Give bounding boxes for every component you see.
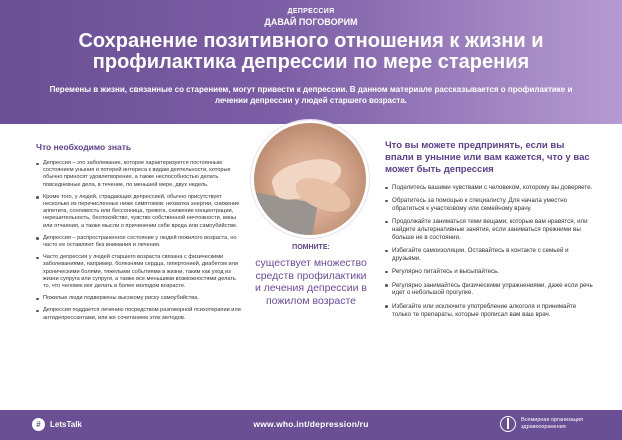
list-item: Обратитесь за помощью к специалисту. Для начала уместно обратиться к участковому или семейному врачу.: [385, 197, 595, 213]
list-item: Депрессия – это заболевание, которое характеризуется постоянным состоянием уныния и потерей интереса к видам деятельности, которые обычно приносят удовлетворение, а также неспособностью делать повседневные дела, в течение, по меньшей мере, двух недель.: [36, 160, 244, 189]
remember-label: ПОМНИТЕ:: [292, 244, 330, 251]
hashtag-text: LetsTalk: [50, 420, 82, 429]
list-item: Пожилые люди подвержены высокому риску самоубийства.: [36, 295, 244, 302]
list-item: Продолжайте заниматься теми вещами, которые вам нравятся, или найдите альтернативные занятия, если заниматься прежними вы больше не в состоянии.: [385, 218, 595, 241]
hashtag-icon: #: [32, 418, 45, 431]
who-name: [521, 417, 583, 431]
right-heading: Что вы можете предпринять, если вы впали в уныние или вам кажется, что у вас может быть депрессия: [385, 140, 590, 175]
who-logo: [500, 416, 583, 432]
list-item: Депрессия – распространенное состояние у людей пожилого возраста, но часто ее оставляют без внимания и лечения.: [36, 235, 244, 249]
left-list: [36, 160, 244, 322]
left-heading: Что необходимо знать: [36, 142, 132, 152]
remember-text: существует множество средств профилактики и лечения депрессии в пожилом возрасте: [254, 257, 368, 307]
list-item: Депрессия поддается лечению посредством разговорной психотерапии или антидепрессантами, или же сочетанием этих методов.: [36, 307, 244, 321]
list-item: Регулярно занимайтесь физическими упражнениями, даже если речь идет о небольшой прогулке.: [385, 282, 595, 298]
list-item: Регулярно питайтесь и высыпайтесь.: [385, 268, 595, 276]
list-item: Поделитесь вашими чувствами с человеком, которому вы доверяете.: [385, 184, 595, 192]
header-banner: [0, 0, 622, 124]
page-subtitle: Перемены в жизни, связанные со старением, могут привести к депрессии. В данном материале рассказывается о профилактике и лечении депрессии у людей старшего возраста.: [49, 85, 573, 105]
list-item: Избегайте или исключите употребление алкоголя и принимайте только те препараты, которые прописал вам ваш врач.: [385, 303, 595, 319]
footer-bar: [0, 410, 622, 440]
list-item: Кроме того, у людей, страдающих депрессией, обычно присутствует несколько из перечисленных ниже симптомов: нехватка энергии, снижение аппетита, сонливость или бессонница, тревога, снижение концентрации, нерешительность, беспокойство, чувство собственной ничтожности, вины или отчаяния, а также мысли о причинении себе вреда или самоубийстве.: [36, 194, 244, 230]
website-link[interactable]: www.who.int/depression/ru: [253, 419, 369, 429]
right-list: [385, 184, 595, 318]
who-emblem-icon: [500, 416, 516, 432]
hands-photo: [251, 120, 369, 238]
right-column: [385, 140, 595, 324]
who-name-line2: здравоохранения: [521, 424, 566, 430]
left-column: [36, 142, 244, 327]
header-kicker: ДЕПРЕССИЯ: [287, 8, 335, 15]
list-item: Избегайте самоизоляции. Оставайтесь в контакте с семьей и друзьями.: [385, 247, 595, 263]
who-name-line1: Всемирная организация: [521, 417, 583, 423]
page-title: Сохранение позитивного отношения к жизни и профилактика депрессии по мере старения: [78, 30, 544, 73]
list-item: Часто депрессия у людей старшего возраста связана с физическими заболеваниями, например, болезнями сердца, гипертонией, диабетом или хроническими болями, тяжелыми событиями в жизни, таким как уход из жизни супруга или супруги, а также все меньшими возможностями делать то, что человек мог делать в более молодом возрасте.: [36, 254, 244, 290]
header-tagline: ДАВАЙ ПОГОВОРИМ: [264, 17, 358, 27]
